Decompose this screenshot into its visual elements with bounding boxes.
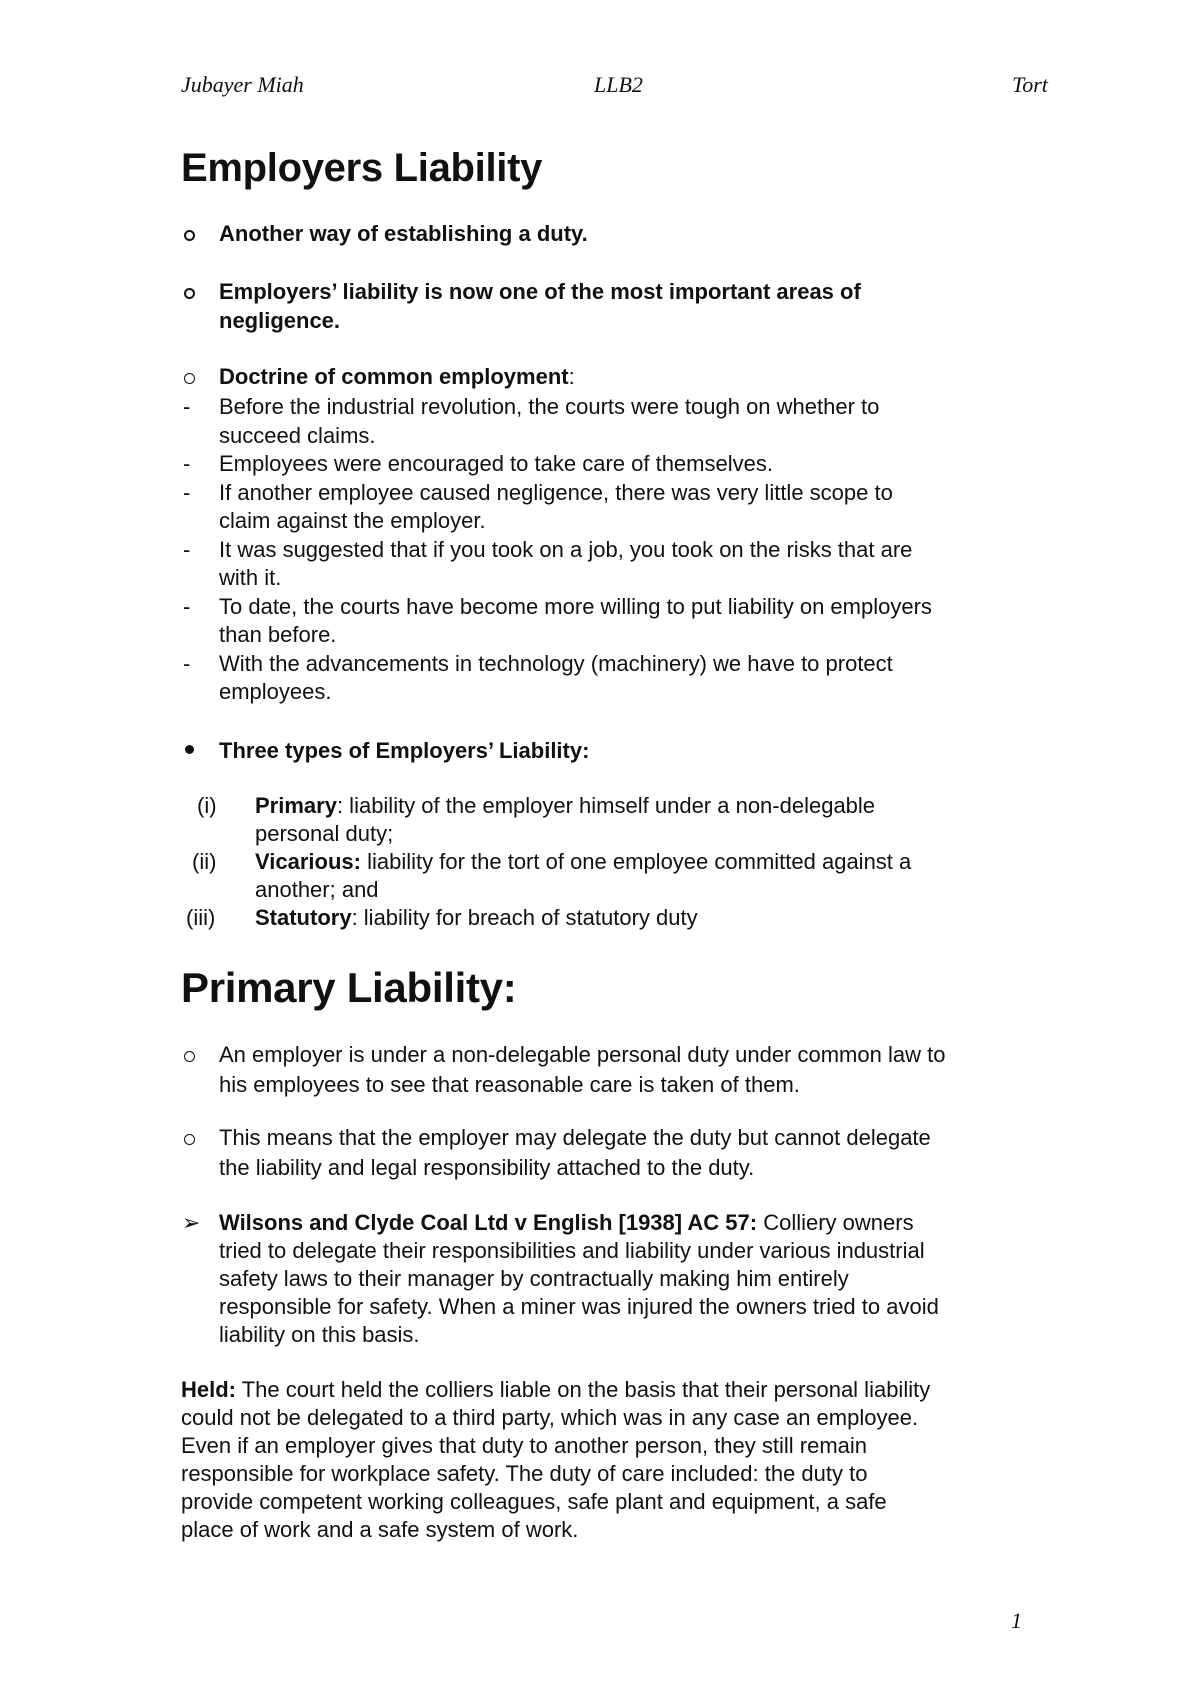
case-desc-line: liability on this basis. [219,1322,420,1347]
type-number: (ii) [192,849,217,874]
filled-dot-bullet-icon [185,745,194,754]
para2-line2: the liability and legal responsibility attached to the duty. [219,1155,755,1180]
hollow-circle-bullet-icon [184,230,195,241]
dash-bullet: - [183,650,191,676]
hollow-circle-bullet-icon [184,1051,195,1062]
para1-line2: his employees to see that reasonable care is taken of them. [219,1072,800,1097]
dash-item-line: It was suggested that if you took on a job, you took on the risks that are [219,536,913,562]
case-desc-line: responsible for safety. When a miner was injured the owners tried to avoid [219,1294,939,1319]
held-desc-line: place of work and a safe system of work. [181,1517,579,1542]
type-desc: liability for the tort of one employee committed against a [360,849,912,874]
type-desc: : liability of the employer himself under a non-delegable [336,793,876,818]
dash-bullet: - [183,394,191,419]
dash-item-line: succeed claims. [219,422,376,448]
types-heading: Three types of Employers’ Liability: [219,738,590,763]
dash-item-line: With the advancements in technology (machinery) we have to protect [219,650,893,676]
header-subject: Tort [1012,72,1048,97]
type-vicarious-line1 [255,848,911,877]
doctrine-colon: : [568,364,575,389]
type-primary-line1 [255,792,875,821]
hollow-circle-bullet-icon [184,373,195,384]
type-number: (i) [197,793,217,818]
hollow-circle-bullet-icon [184,288,195,299]
bullet-employers-liability-line1: Employers’ liability is now one of the most important areas of [219,279,861,304]
type-term: Primary [255,793,337,818]
dash-bullet: - [183,451,191,476]
dash-bullet: - [183,479,191,505]
dash-item-line: Employees were encouraged to take care of themselves. [219,451,773,476]
type-desc: : liability for breach of statutory duty [351,905,698,930]
type-vicarious-line2: another; and [255,877,379,902]
arrow-bullet-icon: ➢ [182,1210,201,1235]
type-term: Vicarious: [255,849,361,874]
dash-item-line: Before the industrial revolution, the courts were tough on whether to [219,394,880,419]
held-desc-line: Even if an employer gives that duty to another person, they still remain [181,1433,868,1458]
doctrine-term: Doctrine of common employment [219,364,569,389]
case-desc: Colliery owners [757,1210,914,1235]
header-course: LLB2 [594,72,643,97]
type-number: (iii) [186,905,216,930]
bullet-employers-liability-line2: negligence. [219,308,341,333]
bullet-another-way: Another way of establishing a duty. [219,221,588,246]
bullet-doctrine [219,363,575,392]
section-title-primary-liability: Primary Liability: [181,964,517,1011]
dash-bullet: - [183,536,191,562]
dash-item-line: than before. [219,622,337,647]
dash-bullet: - [183,593,191,619]
type-term: Statutory [255,905,352,930]
para1-line1: An employer is under a non-delegable personal duty under common law to [219,1042,946,1067]
held-desc-line: responsible for workplace safety. The duty of care included: the duty to [181,1461,868,1486]
header-author: Jubayer Miah [181,72,304,97]
held-desc-line: could not be delegated to a third party, which was in any case an employee. [181,1405,919,1430]
page-number: 1 [1011,1608,1022,1633]
held-desc: The court held the colliers liable on the basis that their personal liability [236,1377,931,1402]
case-desc-line: tried to delegate their responsibilities and liability under various industrial [219,1238,925,1263]
dash-item-line: To date, the courts have become more willing to put liability on employers [219,593,932,619]
type-statutory-line1 [255,904,698,933]
case-line1 [219,1209,914,1238]
dash-item-line: claim against the employer. [219,508,486,533]
section-title-employers-liability: Employers Liability [181,146,543,190]
case-desc-line: safety laws to their manager by contractually making him entirely [219,1266,849,1291]
dash-item-line: employees. [219,679,332,704]
dash-item-line: If another employee caused negligence, there was very little scope to [219,479,893,505]
held-label: Held: [181,1377,236,1402]
held-desc-line: provide competent working colleagues, safe plant and equipment, a safe [181,1489,887,1514]
case-citation: Wilsons and Clyde Coal Ltd v English [1938] AC 57: [219,1210,758,1235]
dash-item-line: with it. [219,565,282,590]
type-primary-line2: personal duty; [255,821,394,846]
hollow-circle-bullet-icon [184,1134,195,1145]
held-line1 [181,1376,930,1405]
para2-line1: This means that the employer may delegate the duty but cannot delegate [219,1125,931,1150]
